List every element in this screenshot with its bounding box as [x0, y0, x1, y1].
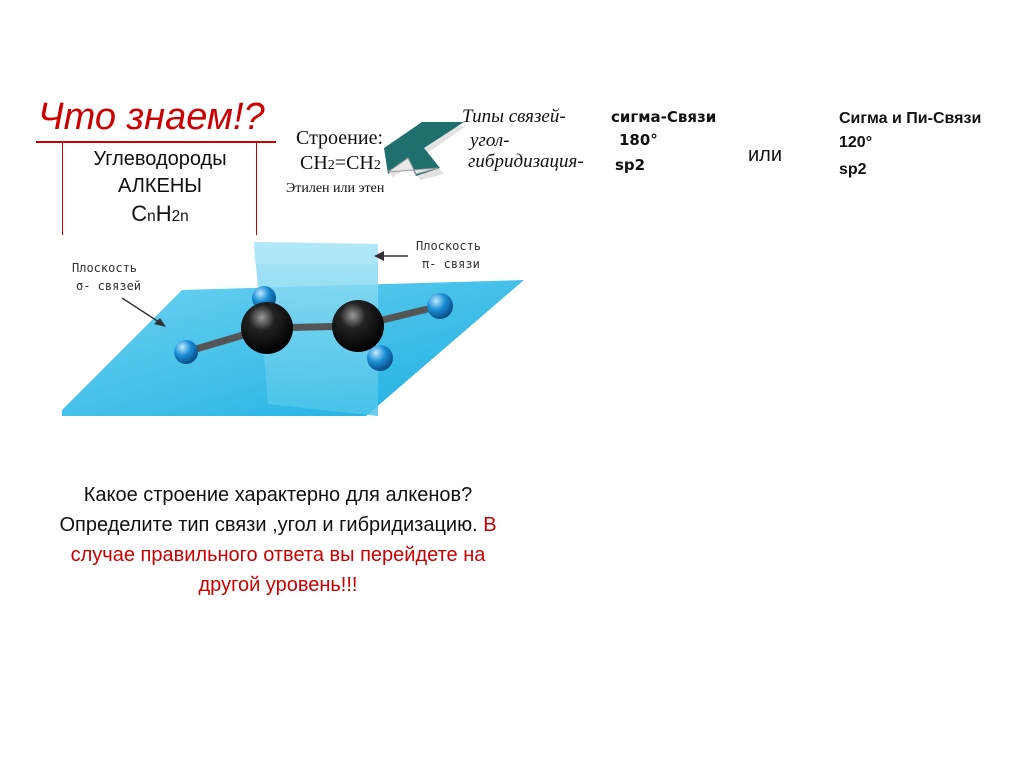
hydrogen-atom	[367, 345, 393, 371]
hybridization-label: гибридизация-	[468, 151, 584, 172]
option2-bond[interactable]: Сигма и Пи-Связи	[839, 110, 982, 127]
formula-c: C	[131, 201, 148, 226]
option1-bond[interactable]: сигма-Связи	[611, 108, 717, 126]
structure-name: Этилен или этен	[286, 181, 385, 196]
topic-line1: Углеводороды	[93, 148, 227, 170]
formula-2n: 2n	[171, 208, 189, 225]
title-underline	[36, 141, 276, 143]
arrow-icon	[380, 118, 470, 188]
formula-h: H	[155, 201, 172, 226]
option2-hybridization[interactable]: sp2	[839, 161, 867, 178]
structure-label: Строение:	[296, 127, 384, 149]
question-black: Какое строение характерно для алкенов?Определите тип связи ,угол и гибридизацию.	[59, 484, 478, 536]
option2-angle[interactable]: 120°	[839, 134, 873, 151]
question-red: В случае правильного ответа вы перейдете на другой уровень!!!	[70, 514, 497, 596]
question-text	[40, 480, 516, 600]
ethylene-molecule-diagram	[62, 234, 528, 416]
angle-label: угол-	[470, 130, 510, 151]
pi-plane-label-line2: π- связи	[422, 257, 480, 271]
or-word: или	[748, 144, 783, 166]
topic-block	[64, 146, 256, 230]
general-formula	[64, 200, 256, 230]
page-title: Что знаем!?	[38, 96, 265, 138]
topic-line2: АЛКЕНЫ	[117, 175, 203, 197]
structure-formula	[300, 152, 381, 175]
option1-hybridization[interactable]: sp2	[615, 156, 646, 174]
hydrogen-atom	[427, 293, 453, 319]
carbon-atom	[241, 302, 293, 354]
formula-n: n	[147, 208, 156, 225]
pi-plane-label-line1: Плоскость	[416, 239, 482, 253]
title-right-line	[256, 141, 257, 235]
formula-sub-1: 2	[327, 158, 335, 173]
formula-eq-ch: =CH	[334, 152, 374, 174]
sigma-plane-label-line1: Плоскость	[72, 261, 138, 275]
carbon-atom	[332, 300, 384, 352]
title-left-line	[62, 141, 63, 235]
hydrogen-atom	[174, 340, 198, 364]
option1-angle[interactable]: 180°	[619, 131, 658, 149]
formula-sub-2: 2	[373, 158, 381, 173]
bond-types-label: Типы связей-	[462, 106, 566, 127]
formula-ch-1: CH	[300, 152, 328, 174]
sigma-plane-label-line2: σ- связей	[76, 279, 142, 293]
